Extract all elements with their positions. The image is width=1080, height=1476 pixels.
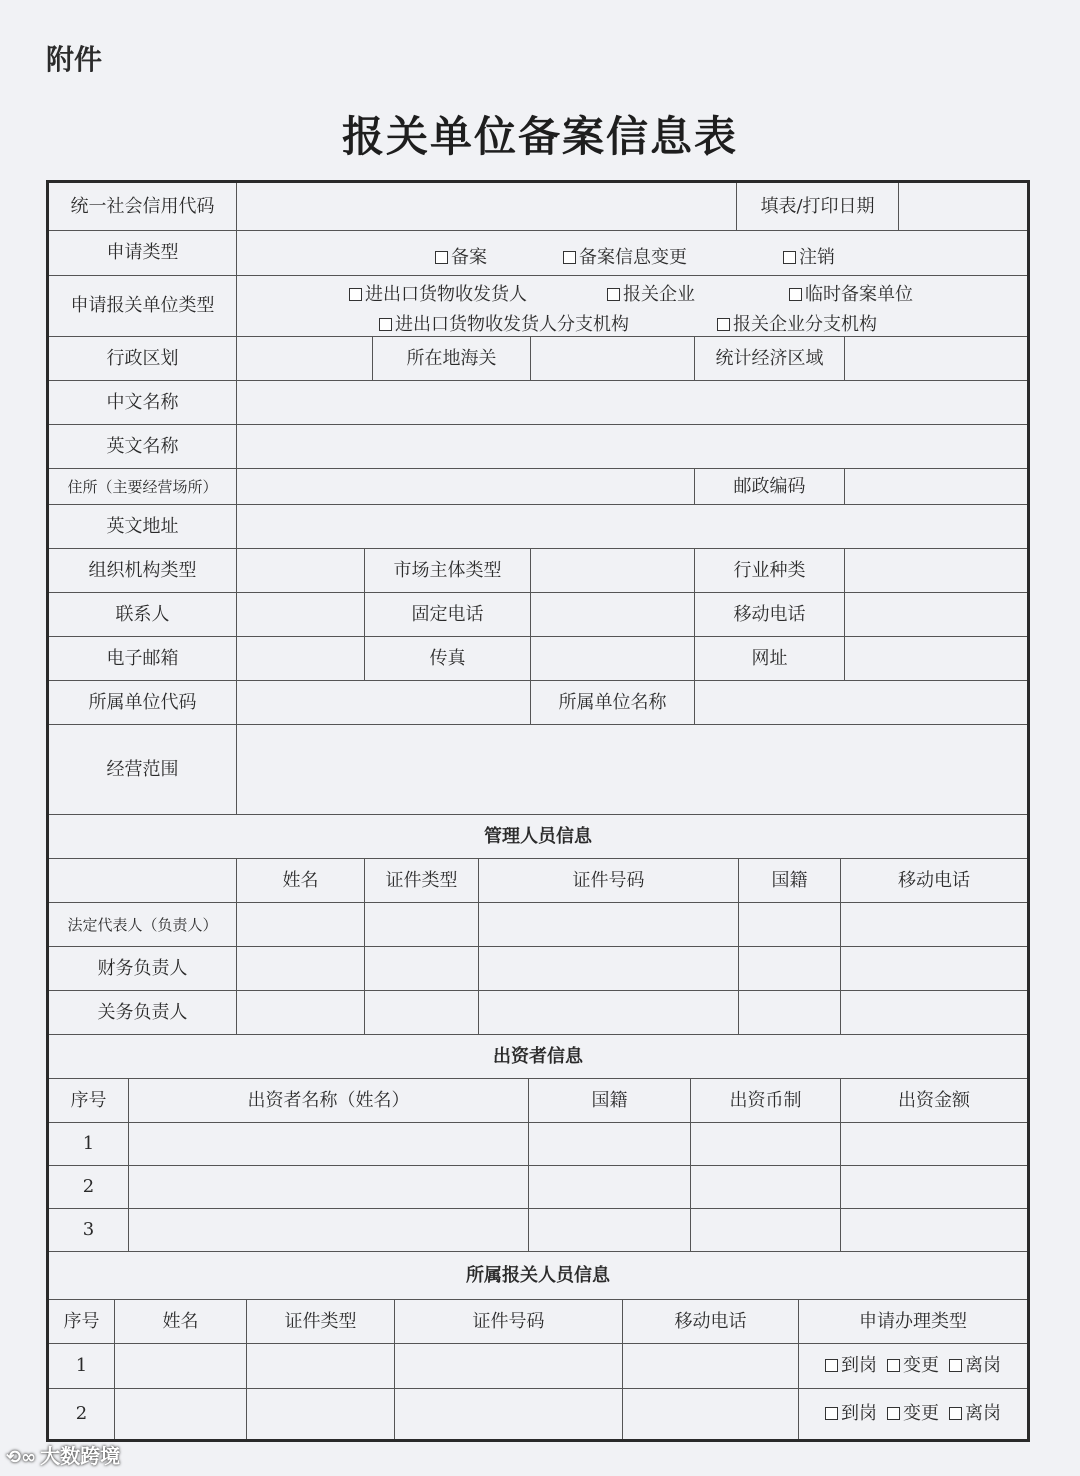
declarant-option[interactable]: 到岗 xyxy=(825,1355,877,1377)
checkbox-icon xyxy=(825,1359,838,1372)
apply-type-option[interactable]: 注销 xyxy=(783,243,835,269)
investor-row-number: 2 xyxy=(49,1166,129,1209)
investor-row-number: 3 xyxy=(49,1209,129,1252)
management-cell[interactable] xyxy=(365,903,479,947)
investors-col-header: 国籍 xyxy=(529,1079,691,1123)
management-cell[interactable] xyxy=(739,991,841,1035)
en-name-label: 英文名称 xyxy=(49,425,237,469)
parent-code-label: 所属单位代码 xyxy=(49,681,237,725)
local-customs-input[interactable] xyxy=(531,337,695,381)
phone-label: 固定电话 xyxy=(365,593,531,637)
declarants-col-header: 证件号码 xyxy=(395,1300,623,1344)
investor-cell[interactable] xyxy=(129,1209,529,1252)
checkbox-icon xyxy=(887,1407,900,1420)
management-header-blank xyxy=(49,859,237,903)
scope-label: 经营范围 xyxy=(49,725,237,815)
management-row-label: 财务负责人 xyxy=(49,947,237,991)
declarant-cell[interactable] xyxy=(395,1389,623,1439)
management-cell[interactable] xyxy=(237,947,365,991)
management-row-label: 关务负责人 xyxy=(49,991,237,1035)
declarant-option[interactable]: 变更 xyxy=(887,1403,939,1425)
management-cell[interactable] xyxy=(237,991,365,1035)
org-type-label: 组织机构类型 xyxy=(49,549,237,593)
en-address-label: 英文地址 xyxy=(49,505,237,549)
market-type-input[interactable] xyxy=(531,549,695,593)
declarant-apply-cell xyxy=(799,1389,1027,1439)
declarant-cell[interactable] xyxy=(247,1389,395,1439)
fax-input[interactable] xyxy=(531,637,695,681)
checkbox-icon xyxy=(783,251,796,264)
checkbox-icon xyxy=(789,288,802,301)
declarants-section-title: 所属报关人员信息 xyxy=(49,1252,1027,1300)
parent-name-input[interactable] xyxy=(695,681,1027,725)
unit-type-option[interactable]: 临时备案单位 xyxy=(789,280,913,306)
mobile-input[interactable] xyxy=(845,593,1027,637)
contact-label: 联系人 xyxy=(49,593,237,637)
local-customs-label: 所在地海关 xyxy=(373,337,531,381)
management-cell[interactable] xyxy=(739,903,841,947)
declarant-option[interactable]: 到岗 xyxy=(825,1403,877,1425)
investor-cell[interactable] xyxy=(841,1209,1027,1252)
investor-cell[interactable] xyxy=(529,1209,691,1252)
investor-cell[interactable] xyxy=(691,1209,841,1252)
investors-col-header: 出资者名称（姓名） xyxy=(129,1079,529,1123)
declarant-cell[interactable] xyxy=(623,1389,799,1439)
management-cell[interactable] xyxy=(365,947,479,991)
unit-type-option[interactable]: 进出口货物收发货人 xyxy=(349,280,527,306)
management-cell[interactable] xyxy=(479,903,739,947)
investor-cell[interactable] xyxy=(691,1123,841,1166)
declarants-col-header: 申请办理类型 xyxy=(799,1300,1027,1344)
fill-date-input[interactable] xyxy=(899,183,1027,231)
declarant-cell[interactable] xyxy=(395,1344,623,1389)
investor-cell[interactable] xyxy=(841,1166,1027,1209)
management-cell[interactable] xyxy=(479,991,739,1035)
apply-type-option[interactable]: 备案信息变更 xyxy=(563,243,687,269)
checkbox-icon xyxy=(607,288,620,301)
management-cell[interactable] xyxy=(841,991,1027,1035)
checkbox-icon xyxy=(379,318,392,331)
mobile-label: 移动电话 xyxy=(695,593,845,637)
declarants-col-header: 证件类型 xyxy=(247,1300,395,1344)
en-name-input[interactable] xyxy=(237,425,1027,469)
investors-col-header: 出资币制 xyxy=(691,1079,841,1123)
econ-zone-input[interactable] xyxy=(845,337,1027,381)
declarants-col-header: 姓名 xyxy=(115,1300,247,1344)
management-cell[interactable] xyxy=(739,947,841,991)
investor-cell[interactable] xyxy=(529,1123,691,1166)
checkbox-icon xyxy=(825,1407,838,1420)
industry-label: 行业种类 xyxy=(695,549,845,593)
filing-form xyxy=(46,180,1030,1442)
investor-cell[interactable] xyxy=(691,1166,841,1209)
checkbox-icon xyxy=(949,1407,962,1420)
cn-name-input[interactable] xyxy=(237,381,1027,425)
management-col-header: 姓名 xyxy=(237,859,365,903)
checkbox-icon xyxy=(563,251,576,264)
investor-cell[interactable] xyxy=(129,1123,529,1166)
declarant-apply-cell xyxy=(799,1344,1027,1389)
management-col-header: 国籍 xyxy=(739,859,841,903)
declarant-option[interactable]: 离岗 xyxy=(949,1403,1001,1425)
checkbox-icon xyxy=(349,288,362,301)
declarant-option[interactable]: 离岗 xyxy=(949,1355,1001,1377)
management-row-label: 法定代表人（负责人） xyxy=(49,903,237,947)
investors-section-title: 出资者信息 xyxy=(49,1035,1027,1079)
postcode-input[interactable] xyxy=(845,469,1027,505)
org-type-input[interactable] xyxy=(237,549,365,593)
investors-col-header: 序号 xyxy=(49,1079,129,1123)
declarant-cell[interactable] xyxy=(623,1344,799,1389)
checkbox-icon xyxy=(887,1359,900,1372)
declarants-col-header: 序号 xyxy=(49,1300,115,1344)
declarant-option[interactable]: 变更 xyxy=(887,1355,939,1377)
email-input[interactable] xyxy=(237,637,365,681)
management-col-header: 证件类型 xyxy=(365,859,479,903)
investor-cell[interactable] xyxy=(529,1166,691,1209)
unit-type-option[interactable]: 报关企业 xyxy=(607,280,695,306)
admin-region-input[interactable] xyxy=(237,337,373,381)
declarant-cell[interactable] xyxy=(115,1389,247,1439)
industry-input[interactable] xyxy=(845,549,1027,593)
form-title: 报关单位备案信息表 xyxy=(341,112,738,161)
attachment-label: 附件 xyxy=(46,43,103,76)
website-label: 网址 xyxy=(695,637,845,681)
admin-region-label: 行政区划 xyxy=(49,337,237,381)
econ-zone-label: 统计经济区域 xyxy=(695,337,845,381)
fill-date-label: 填表/打印日期 xyxy=(737,183,899,231)
checkbox-icon xyxy=(717,318,730,331)
management-cell[interactable] xyxy=(479,947,739,991)
credit-code-input[interactable] xyxy=(237,183,737,231)
cn-name-label: 中文名称 xyxy=(49,381,237,425)
address-label: 住所（主要经营场所） xyxy=(49,469,237,505)
management-col-header: 移动电话 xyxy=(841,859,1027,903)
unit-type-option[interactable]: 进出口货物收发货人分支机构 xyxy=(379,310,629,336)
declarant-cell[interactable] xyxy=(247,1344,395,1389)
postcode-label: 邮政编码 xyxy=(695,469,845,505)
management-section-title: 管理人员信息 xyxy=(49,815,1027,859)
apply-type-label: 申请类型 xyxy=(49,231,237,276)
management-col-header: 证件号码 xyxy=(479,859,739,903)
investors-col-header: 出资金额 xyxy=(841,1079,1027,1123)
parent-name-label: 所属单位名称 xyxy=(531,681,695,725)
address-input[interactable] xyxy=(237,469,695,505)
credit-code-label: 统一社会信用代码 xyxy=(49,183,237,231)
management-cell[interactable] xyxy=(237,903,365,947)
declarants-col-header: 移动电话 xyxy=(623,1300,799,1344)
declarant-cell[interactable] xyxy=(115,1344,247,1389)
management-cell[interactable] xyxy=(841,947,1027,991)
declarant-row-number: 2 xyxy=(49,1389,115,1439)
website-input[interactable] xyxy=(845,637,1027,681)
management-cell[interactable] xyxy=(841,903,1027,947)
fax-label: 传真 xyxy=(365,637,531,681)
brand-logo-icon: ⟲∞ xyxy=(6,1447,37,1468)
watermark: ⟲∞ 大数跨境 xyxy=(6,1444,121,1468)
apply-type-option[interactable]: 备案 xyxy=(435,243,487,269)
contact-input[interactable] xyxy=(237,593,365,637)
en-address-input[interactable] xyxy=(237,505,1027,549)
investor-cell[interactable] xyxy=(841,1123,1027,1166)
scope-input[interactable] xyxy=(237,725,1027,815)
market-type-label: 市场主体类型 xyxy=(365,549,531,593)
management-cell[interactable] xyxy=(365,991,479,1035)
investor-row-number: 1 xyxy=(49,1123,129,1166)
checkbox-icon xyxy=(435,251,448,264)
parent-code-input[interactable] xyxy=(237,681,531,725)
email-label: 电子邮箱 xyxy=(49,637,237,681)
declarant-row-number: 1 xyxy=(49,1344,115,1389)
unit-type-option[interactable]: 报关企业分支机构 xyxy=(717,310,877,336)
checkbox-icon xyxy=(949,1359,962,1372)
unit-type-label: 申请报关单位类型 xyxy=(49,276,237,337)
investor-cell[interactable] xyxy=(129,1166,529,1209)
phone-input[interactable] xyxy=(531,593,695,637)
